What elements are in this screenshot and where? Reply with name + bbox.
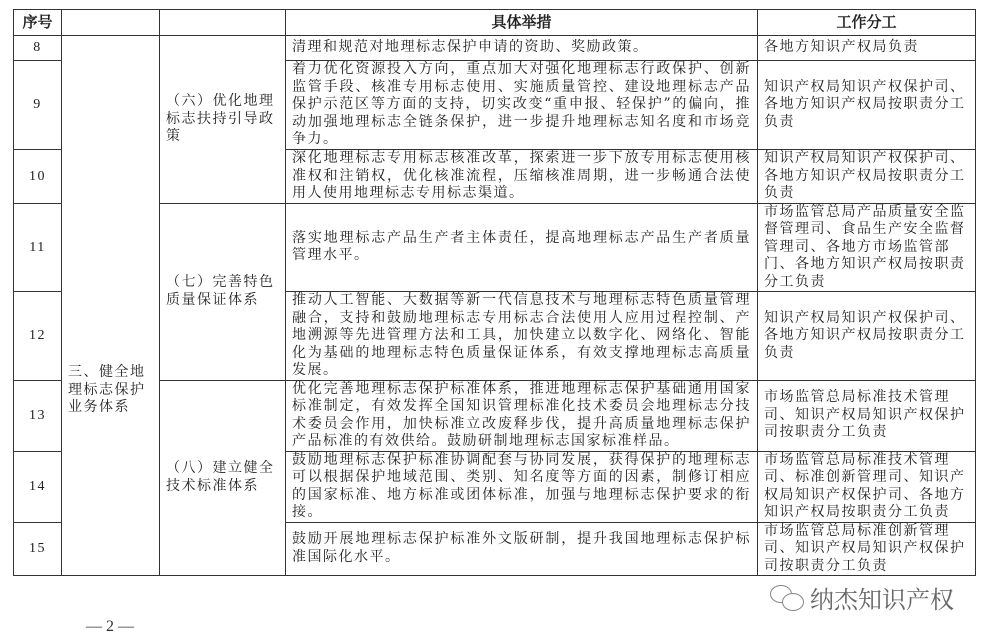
watermark-text: 纳杰知识产权 bbox=[810, 586, 954, 614]
subcategory-six: （六）优化地理标志扶持引导政策 bbox=[160, 36, 286, 204]
header-category bbox=[62, 10, 160, 36]
measures-table bbox=[13, 9, 976, 576]
owner-cell: 市场监管总局标准创新管理司、知识产权局知识产权保护司按职责分工负责 bbox=[758, 522, 976, 576]
header-number: 序号 bbox=[14, 10, 62, 36]
measure-cell: 深化地理标志专用标志核准改革，探索进一步下放专用标志使用核准权和注销权，优化核准流程，压缩核准周期，进一步畅通合法使用人使用地理标志专用标志渠道。 bbox=[286, 150, 758, 204]
header-subcategory bbox=[160, 10, 286, 36]
table-row bbox=[14, 36, 976, 61]
owner-cell: 知识产权局知识产权保护司、各地方知识产权局按职责分工负责 bbox=[758, 150, 976, 204]
row-number: 8 bbox=[14, 36, 62, 61]
header-measures: 具体举措 bbox=[286, 10, 758, 36]
measure-cell: 清理和规范对地理标志保护申请的资助、奖励政策。 bbox=[286, 36, 758, 61]
row-number: 12 bbox=[14, 292, 62, 381]
measure-cell: 着力优化资源投入方向，重点加大对强化地理标志行政保护、创新监管手段、核准专用标志使用、实施质量管控、建设地理标志产品保护示范区等方面的支持，切实改变“重申报、轻保护”的偏向，推动加强地理标志全链条保护，进一步提升地理标志知名度和市场竞争力。 bbox=[286, 61, 758, 150]
row-number: 15 bbox=[14, 522, 62, 576]
row-number: 9 bbox=[14, 61, 62, 150]
row-number: 10 bbox=[14, 150, 62, 204]
header-division: 工作分工 bbox=[758, 10, 976, 36]
row-number: 11 bbox=[14, 203, 62, 292]
table-header-row bbox=[14, 10, 976, 36]
row-number: 13 bbox=[14, 380, 62, 451]
subcategory-eight: （八）建立健全技术标准体系 bbox=[160, 380, 286, 576]
wechat-icon bbox=[770, 585, 804, 611]
owner-cell: 市场监管总局标准技术管理司、知识产权局知识产权保护司按职责分工负责 bbox=[758, 380, 976, 451]
measure-cell: 落实地理标志产品生产者主体责任，提高地理标志产品生产者质量管理水平。 bbox=[286, 203, 758, 292]
category-label: 三、健全地理标志保护业务体系 bbox=[68, 364, 146, 416]
owner-cell: 知识产权局知识产权保护司、各地方知识产权局按职责分工负责 bbox=[758, 292, 976, 381]
measure-cell: 推动人工智能、大数据等新一代信息技术与地理标志特色质量管理融合，支持和鼓励地理标志专用标志合法使用人应用过程控制、产地溯源等先进管理方法和工具，加快建立以数字化、网络化、智能化为基础的地理标志特色质量保证体系，有效支撑地理标志高质量发展。 bbox=[286, 292, 758, 381]
watermark bbox=[770, 580, 954, 615]
owner-cell: 各地方知识产权局负责 bbox=[758, 36, 976, 61]
owner-cell: 市场监管总局产品质量安全监督管理司、食品生产安全监督管理司、各地方市场监管部门、各地方知识产权局按职责分工负责 bbox=[758, 203, 976, 292]
measure-cell: 优化完善地理标志保护标准体系，推进地理标志保护基础通用国家标准制定，有效发挥全国知识管理标准化技术委员会地理标志分技术委员会作用，加快标准立改废释步伐，提升高质量地理标志保护产品标准的有效供给。鼓励研制地理标志国家标准样品。 bbox=[286, 380, 758, 451]
owner-cell: 市场监管总局标准技术管理司、标准创新管理司、知识产权局知识产权保护司、各地方知识产权局按职责分工负责 bbox=[758, 451, 976, 522]
measure-cell: 鼓励开展地理标志保护标准外文版研制，提升我国地理标志保护标准国际化水平。 bbox=[286, 522, 758, 576]
measure-cell: 鼓励地理标志保护标准协调配套与协同发展，获得保护的地理标志可以根据保护地域范围、类别、知名度等方面的因素，制修订相应的国家标准、地方标准或团体标准，加强与地理标志保护要求的衔接。 bbox=[286, 451, 758, 522]
category-cell bbox=[62, 36, 160, 576]
row-number: 14 bbox=[14, 451, 62, 522]
owner-cell: 知识产权局知识产权保护司、各地方知识产权局按职责分工负责 bbox=[758, 61, 976, 150]
page-number: — 2 — bbox=[86, 618, 134, 635]
subcategory-seven: （七）完善特色质量保证体系 bbox=[160, 203, 286, 380]
